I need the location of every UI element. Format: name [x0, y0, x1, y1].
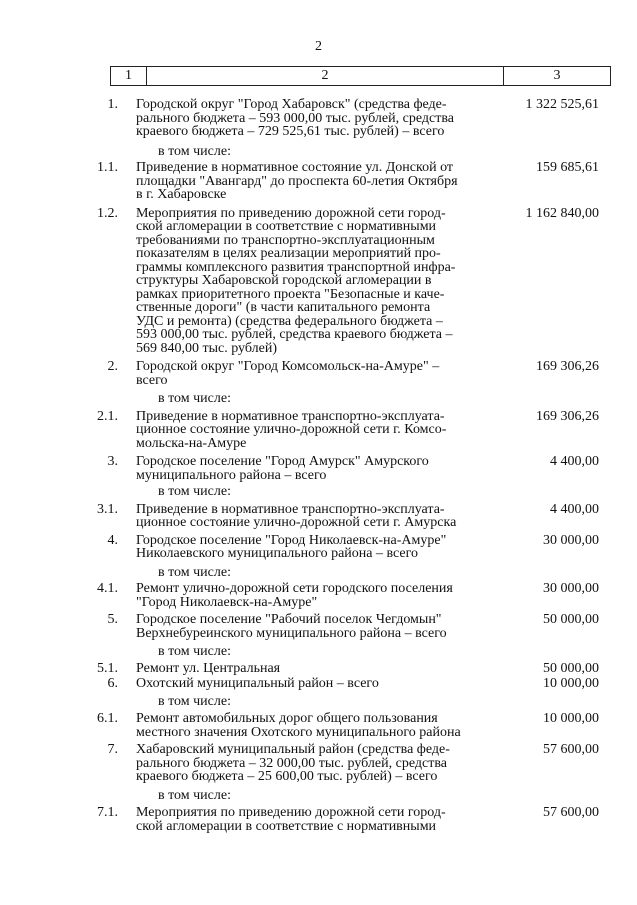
row-description — [136, 677, 486, 691]
subheading-row — [0, 645, 637, 659]
table-row — [0, 161, 637, 202]
description-line: Городское поселение "Рабочий поселок Чегдомын" — [136, 612, 442, 627]
description-line: ской агломерации в соответствие с нормативными — [136, 818, 437, 834]
table-row — [0, 360, 637, 387]
table-row — [0, 410, 637, 451]
row-description — [136, 566, 486, 580]
row-number: 5. — [107, 612, 118, 627]
description-line: в том числе: — [158, 693, 231, 709]
table-row — [0, 98, 637, 139]
description-line: Приведение в нормативное транспортно-эксплуата- — [136, 501, 445, 517]
row-description — [136, 392, 486, 406]
description-line: "Город Николаевск-на-Амуре" — [136, 594, 318, 610]
description-line: Мероприятия по приведению дорожной сети город- — [136, 805, 446, 820]
table-row — [0, 534, 637, 561]
row-number: 5.1. — [97, 660, 118, 676]
description-line: в том числе: — [158, 564, 231, 580]
description-line: Ремонт ул. Центральная — [136, 660, 281, 676]
row-description — [136, 207, 486, 356]
page-number: 2 — [315, 39, 322, 54]
description-line: 569 840,00 тыс. рублей) — [136, 340, 277, 356]
description-line: ственные дороги" (в части капитального ремонта — [136, 300, 431, 315]
table-row — [0, 207, 637, 356]
table-row — [0, 712, 637, 739]
subheading-row — [0, 566, 637, 580]
table-row — [0, 455, 637, 482]
row-amount: 30 000,00 — [543, 581, 599, 596]
description-line: площадки "Авангард" до проспекта 60-летия Октября — [136, 173, 458, 189]
row-amount: 159 685,61 — [536, 160, 599, 175]
row-amount: 30 000,00 — [543, 532, 599, 548]
header-col-3: 3 — [553, 68, 561, 83]
row-number: 1.1. — [97, 160, 118, 175]
description-line: Приведение в нормативное транспортно-эксплуата- — [136, 408, 445, 424]
description-line: местного значения Охотского муниципального района — [136, 724, 461, 740]
table-row — [0, 806, 637, 833]
subheading-row — [0, 145, 637, 159]
row-amount: 1 322 525,61 — [525, 97, 599, 112]
description-line: требованиями по транспортно-эксплуатационным — [136, 232, 435, 248]
row-number: 2.1. — [97, 408, 118, 424]
row-amount: 57 600,00 — [543, 742, 599, 757]
table-row — [0, 743, 637, 784]
description-line: ционное состояние улично-дорожной сети г. Амурска — [136, 515, 457, 530]
description-line: показателям в целях реализации мероприятий про- — [136, 246, 441, 261]
description-line: Городской округ "Город Комсомольск-на-Амуре" – — [136, 359, 440, 374]
row-description — [136, 613, 486, 640]
table-row — [0, 662, 637, 676]
row-description — [136, 712, 486, 739]
subheading-row — [0, 695, 637, 709]
row-description — [136, 455, 486, 482]
description-line: граммы комплексного развития транспортной инфра- — [136, 259, 456, 275]
description-line: в том числе: — [158, 787, 231, 803]
subheading-row — [0, 392, 637, 406]
description-line: муниципального района – всего — [136, 467, 327, 483]
row-amount: 50 000,00 — [543, 612, 599, 627]
row-description — [136, 161, 486, 202]
row-description — [136, 789, 486, 803]
row-number: 4.1. — [97, 581, 118, 596]
row-description — [136, 534, 486, 561]
description-line: в том числе: — [158, 391, 231, 406]
row-number: 7.1. — [97, 805, 118, 820]
row-description — [136, 145, 486, 159]
row-number: 7. — [107, 742, 118, 757]
row-description — [136, 410, 486, 451]
description-line: рального бюджета – 593 000,00 тыс. рублей, средства — [136, 110, 454, 126]
description-line: мольска-на-Амуре — [136, 435, 247, 451]
row-amount: 10 000,00 — [543, 711, 599, 726]
description-line: рамках приоритетного проекта "Безопасные и каче- — [136, 286, 445, 302]
header-col-1: 1 — [111, 67, 147, 85]
description-line: всего — [136, 372, 168, 388]
table-body — [0, 94, 637, 833]
description-line: Николаевского муниципального района – всего — [136, 546, 418, 561]
description-line: Приведение в нормативное состояние ул. Донской от — [136, 160, 454, 175]
row-description — [136, 485, 486, 499]
description-line: Ремонт улично-дорожной сети городского поселения — [136, 581, 453, 596]
row-number: 4. — [107, 532, 118, 548]
row-amount: 169 306,26 — [536, 408, 599, 424]
description-line: Хабаровский муниципальный район (средства феде- — [136, 742, 450, 757]
row-description — [136, 645, 486, 659]
row-description — [136, 695, 486, 709]
row-description — [136, 503, 486, 530]
description-line: структуры Хабаровской городской агломерации в — [136, 273, 432, 288]
row-number: 6.1. — [97, 711, 118, 726]
table-header — [110, 66, 611, 86]
table-row — [0, 503, 637, 530]
description-line: 593 000,00 тыс. рублей, средства краевого бюджета – — [136, 327, 453, 342]
row-description — [136, 743, 486, 784]
description-line: ской агломерации в соответствие с нормативными — [136, 219, 437, 234]
row-number: 3.1. — [97, 501, 118, 517]
subheading-row — [0, 485, 637, 499]
description-line: Городское поселение "Город Амурск" Амурского — [136, 454, 429, 469]
subheading-row — [0, 789, 637, 803]
row-description — [136, 662, 486, 676]
row-amount: 50 000,00 — [543, 660, 599, 676]
row-description — [136, 98, 486, 139]
row-amount: 1 162 840,00 — [525, 205, 599, 221]
description-line: Верхнебуреинского муниципального района – всего — [136, 625, 447, 641]
row-number: 6. — [107, 676, 118, 691]
row-amount: 169 306,26 — [536, 359, 599, 374]
description-line: в том числе: — [158, 644, 231, 659]
row-description — [136, 360, 486, 387]
row-amount: 4 400,00 — [550, 501, 599, 517]
row-number: 1. — [107, 97, 118, 112]
row-amount: 4 400,00 — [550, 454, 599, 469]
row-description — [136, 806, 486, 833]
row-number: 3. — [107, 454, 118, 469]
description-line: рального бюджета – 32 000,00 тыс. рублей, средства — [136, 755, 447, 771]
description-line: Охотский муниципальный район – всего — [136, 676, 379, 691]
description-line: Мероприятия по приведению дорожной сети город- — [136, 205, 446, 221]
description-line: ционное состояние улично-дорожной сети г. Комсо- — [136, 422, 447, 437]
row-amount: 57 600,00 — [543, 805, 599, 820]
row-amount: 10 000,00 — [543, 676, 599, 691]
description-line: в г. Хабаровске — [136, 187, 227, 202]
description-line: краевого бюджета – 25 600,00 тыс. рублей) – всего — [136, 769, 438, 784]
row-number: 2. — [107, 359, 118, 374]
description-line: в том числе: — [158, 484, 231, 499]
description-line: краевого бюджета – 729 525,61 тыс. рублей) – всего — [136, 124, 445, 139]
description-line: Городское поселение "Город Николаевск-на-Амуре" — [136, 532, 447, 548]
description-line: в том числе: — [158, 143, 231, 159]
description-line: Ремонт автомобильных дорог общего пользования — [136, 711, 438, 726]
table-row — [0, 582, 637, 609]
header-col-2: 2 — [147, 67, 504, 85]
description-line: Городской округ "Город Хабаровск" (средства феде- — [136, 97, 447, 112]
row-number: 1.2. — [97, 205, 118, 221]
description-line: УДС и ремонта) (средства федерального бюджета – — [136, 313, 443, 329]
row-description — [136, 582, 486, 609]
table-row — [0, 677, 637, 691]
table-row — [0, 613, 637, 640]
